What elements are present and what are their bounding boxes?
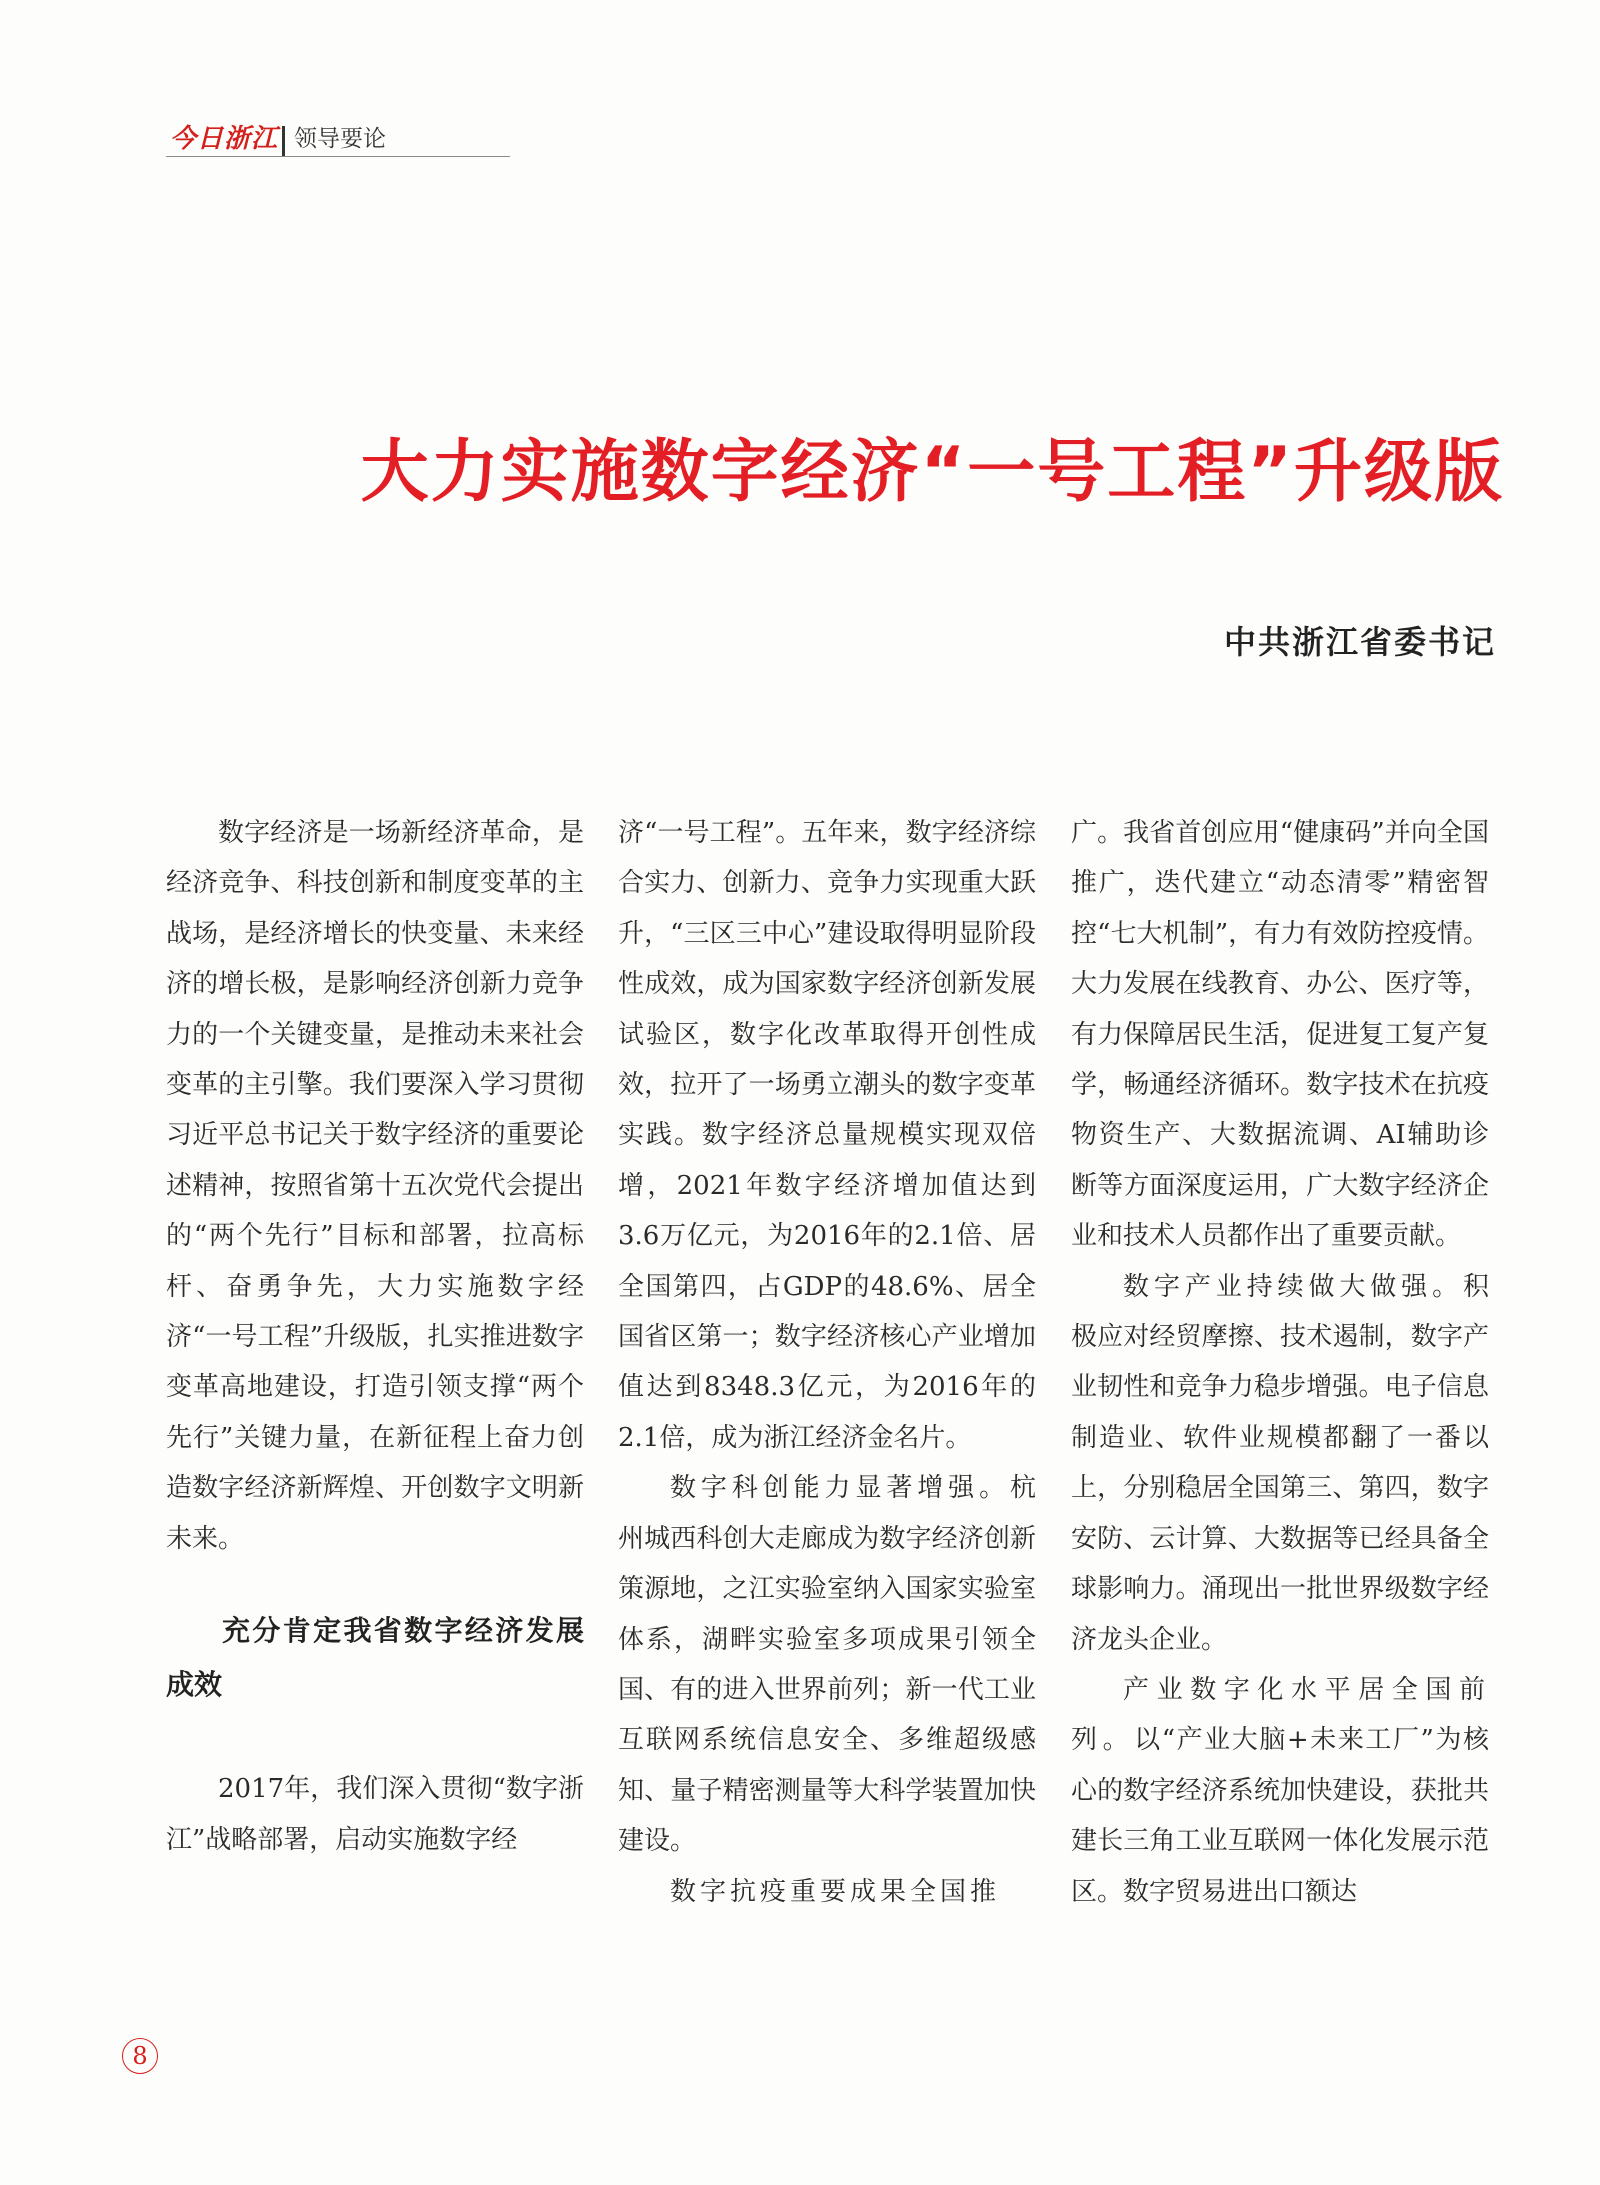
paragraph-lead: 产业数字化水平居全国前列。 [1071, 1674, 1489, 1756]
paragraph: 济“一号工程”。五年来，数字经济综合实力、创新力、竞争力实现重大跃升，“三区三中心”建设取得明显阶段性成效，成为国家数字经济创新发展试验区，数字化改革取得开创性成效，拉开了一场勇立潮头的数字变革实践。数字经济总量规模实现双倍增，2021年数字经济增加值达到3.6万亿元，为2016年的2.1倍、居全国第四，占GDP的48.6%、居全国省区第一；数字经济核心产业增加值达到8348.3亿元，为2016年的2.1倍，成为浙江经济金名片。 [618, 818, 1036, 1453]
paragraph [618, 1867, 1036, 1917]
paragraph-lead: 数字抗疫重要成果全国推 [670, 1876, 1001, 1907]
article-title: 大力实施数字经济“一号工程”升级版 [360, 433, 1504, 512]
paragraph: 数字经济是一场新经济革命，是经济竞争、科技创新和制度变革的主战场，是经济增长的快变量、未来经济的增长极，是影响经济创新力竞争力的一个关键变量，是推动未来社会变革的主引擎。我们要深入学习贯彻习近平总书记关于数字经济的重要论述精神，按照省第十五次党代会提出的“两个先行”目标和部署，拉高标杆、奋勇争先，大力实施数字经济“一号工程”升级版，扎实推进数字变革高地建设，打造引领支撑“两个先行”关键力量，在新征程上奋力创造数字经济新辉煌、开创数字文明新未来。 [166, 818, 584, 1554]
paragraph-lead: 数字科创能力显著增强。 [670, 1473, 1010, 1504]
section-label: 领导要论 [294, 126, 386, 152]
paragraph-lead: 数字产业持续做大做强。 [1123, 1271, 1463, 1302]
magazine-logo: 今日浙江 [170, 124, 279, 154]
paragraph-body: 积极应对经贸摩擦、技术遏制，数字产业韧性和竞争力稳步增强。电子信息制造业、软件业规模都翻了一番以上，分别稳居全国第三、第四，数字安防、云计算、大数据等已经具备全球影响力。涌现出一批世界级数字经济龙头企业。 [1071, 1271, 1489, 1655]
paragraph [618, 1463, 1036, 1866]
paragraph: 2017年，我们深入贯彻“数字浙江”战略部署，启动实施数字经 [166, 1774, 584, 1855]
header-divider [282, 126, 285, 156]
section-heading: 充分肯定我省数字经济发展成效 [166, 1614, 584, 1702]
paragraph [1071, 1665, 1489, 1917]
article-author: 中共浙江省委书记 [1223, 623, 1496, 661]
text-column-3 [1071, 808, 1489, 1917]
text-column-2 [618, 808, 1036, 1917]
paragraph-body: 以“产业大脑+未来工厂”为核心的数字经济系统加快建设，获批共建长三角工业互联网一体化发展示范区。数字贸易进出口额达 [1071, 1725, 1489, 1907]
page-number: 8 [122, 2038, 158, 2074]
page-header [166, 122, 510, 157]
paragraph [1071, 1262, 1489, 1665]
paragraph: 广。我省首创应用“健康码”并向全国推广，迭代建立“动态清零”精密智控“七大机制”，有力有效防控疫情。大力发展在线教育、办公、医疗等，有力保障居民生活，促进复工复产复学，畅通经济循环。数字技术在抗疫物资生产、大数据流调、AI辅助诊断等方面深度运用，广大数字经济企业和技术人员都作出了重要贡献。 [1071, 818, 1489, 1252]
text-column-1 [166, 808, 584, 1865]
paragraph-body: 杭州城西科创大走廊成为数字经济创新策源地，之江实验室纳入国家实验室体系，湖畔实验室多项成果引领全国、有的进入世界前列；新一代工业互联网系统信息安全、多维超级感知、量子精密测量等大科学装置加快建设。 [618, 1473, 1036, 1857]
